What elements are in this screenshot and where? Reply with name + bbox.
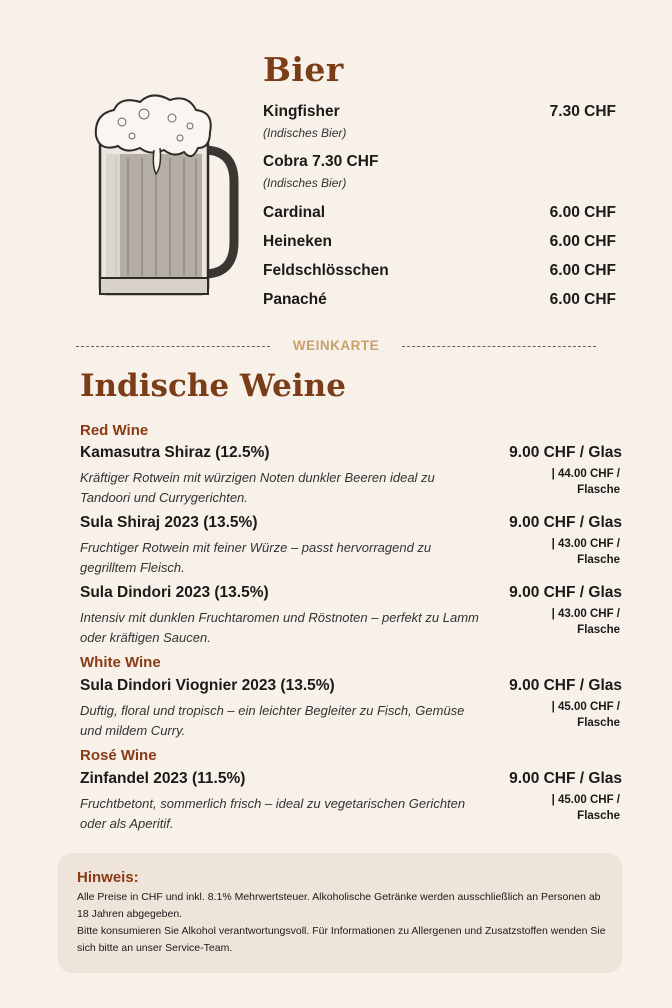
price-per-bottle bbox=[509, 699, 620, 731]
bottle-price: | 43.00 CHF / bbox=[551, 538, 620, 550]
notice-box bbox=[58, 853, 622, 973]
bottle-price: | 45.00 CHF / bbox=[551, 701, 620, 713]
beer-item-cobra bbox=[263, 153, 616, 190]
beer-subtitle: (Indisches Bier) bbox=[263, 176, 347, 190]
price-per-glass: 9.00 CHF / Glas bbox=[509, 677, 622, 694]
wine-item bbox=[80, 770, 622, 834]
beer-item-feldschloesschen bbox=[263, 262, 616, 280]
category-red-wine: Red Wine bbox=[80, 422, 149, 439]
bottle-price: | 44.00 CHF / bbox=[551, 468, 620, 480]
category-white-wine: White Wine bbox=[80, 654, 161, 671]
wine-name: Sula Shiraj 2023 (13.5%) bbox=[80, 514, 258, 531]
wine-item bbox=[80, 584, 622, 648]
notice-title: Hinweis: bbox=[77, 869, 139, 886]
beer-name: Cardinal bbox=[263, 204, 326, 221]
bottle-price: | 45.00 CHF / bbox=[551, 794, 620, 806]
notice-text-allergens: Bitte konsumieren Sie Alkohol verantwortungsvoll. Für Informationen zu Allergenen und Zusatzstoffen wenden Sie sich bitte an unser Service-Team. bbox=[77, 925, 606, 954]
wine-item bbox=[80, 444, 622, 508]
wine-name: Zinfandel 2023 (11.5%) bbox=[80, 770, 246, 787]
bottle-unit: Flasche bbox=[577, 484, 620, 496]
wine-price bbox=[509, 677, 622, 731]
beer-item-panache bbox=[263, 291, 616, 309]
beer-name: Heineken bbox=[263, 233, 332, 250]
wine-description: Intensiv mit dunklen Fruchtaromen und Röstnoten – perfekt zu Lamm oder kräftigen Saucen. bbox=[80, 610, 479, 645]
beer-price: 6.00 CHF bbox=[549, 291, 616, 308]
bottle-unit: Flasche bbox=[577, 717, 620, 729]
bottle-unit: Flasche bbox=[577, 624, 620, 636]
price-per-glass: 9.00 CHF / Glas bbox=[509, 444, 622, 461]
wine-price bbox=[509, 444, 622, 498]
price-per-glass: 9.00 CHF / Glas bbox=[509, 514, 622, 531]
beer-item-heineken bbox=[263, 233, 616, 251]
beer-price: 6.00 CHF bbox=[549, 204, 616, 221]
beer-price: 7.30 CHF bbox=[549, 103, 616, 120]
notice-text-prices: Alle Preise in CHF und inkl. 8.1% Mehrwertsteuer. Alkoholische Getränke werden ausschließlich an Personen ab 18 Jahren abgegeben. bbox=[77, 891, 601, 920]
beer-name: Feldschlösschen bbox=[263, 262, 389, 279]
price-per-bottle bbox=[509, 466, 620, 498]
beer-price: 6.00 CHF bbox=[549, 262, 616, 279]
bottle-unit: Flasche bbox=[577, 554, 620, 566]
wine-item bbox=[80, 514, 622, 578]
price-per-bottle bbox=[509, 536, 620, 568]
beer-item-kingfisher bbox=[263, 103, 616, 140]
wine-name: Sula Dindori 2023 (13.5%) bbox=[80, 584, 269, 601]
beer-price: 6.00 CHF bbox=[549, 233, 616, 250]
wine-list-label: WEINKARTE bbox=[292, 338, 380, 353]
wine-price bbox=[509, 770, 622, 824]
beer-name: Kingfisher bbox=[263, 103, 340, 120]
beer-subtitle: (Indisches Bier) bbox=[263, 126, 347, 140]
wine-description: Fruchtbetont, sommerlich frisch – ideal zu vegetarischen Gerichten oder als Aperitif. bbox=[80, 796, 466, 831]
bottle-price: | 43.00 CHF / bbox=[551, 608, 620, 620]
bottle-unit: Flasche bbox=[577, 810, 620, 822]
wine-item bbox=[80, 677, 622, 741]
category-rose-wine: Rosé Wine bbox=[80, 747, 157, 764]
wine-description: Fruchtiger Rotwein mit feiner Würze – passt hervorragend zu gegrilltem Fleisch. bbox=[80, 540, 432, 575]
wine-section-title: Indische Weine bbox=[80, 368, 346, 404]
beer-section-title: Bier bbox=[263, 50, 344, 89]
beer-mug-icon bbox=[92, 92, 242, 302]
wine-description: Duftig, floral und tropisch – ein leichter Begleiter zu Fisch, Gemüse und mildem Curry. bbox=[80, 703, 465, 738]
wine-name: Kamasutra Shiraz (12.5%) bbox=[80, 444, 270, 461]
beer-name: Panaché bbox=[263, 291, 327, 308]
wine-price bbox=[509, 584, 622, 638]
price-per-bottle bbox=[509, 606, 620, 638]
beer-item-cardinal bbox=[263, 204, 616, 222]
wine-description: Kräftiger Rotwein mit würzigen Noten dunkler Beeren ideal zu Tandoori und Currygerichten. bbox=[80, 470, 435, 505]
beer-name: Cobra 7.30 CHF bbox=[263, 153, 379, 170]
wine-name: Sula Dindori Viognier 2023 (13.5%) bbox=[80, 677, 335, 694]
price-per-bottle bbox=[509, 792, 620, 824]
price-per-glass: 9.00 CHF / Glas bbox=[509, 770, 622, 787]
wine-price bbox=[509, 514, 622, 568]
price-per-glass: 9.00 CHF / Glas bbox=[509, 584, 622, 601]
